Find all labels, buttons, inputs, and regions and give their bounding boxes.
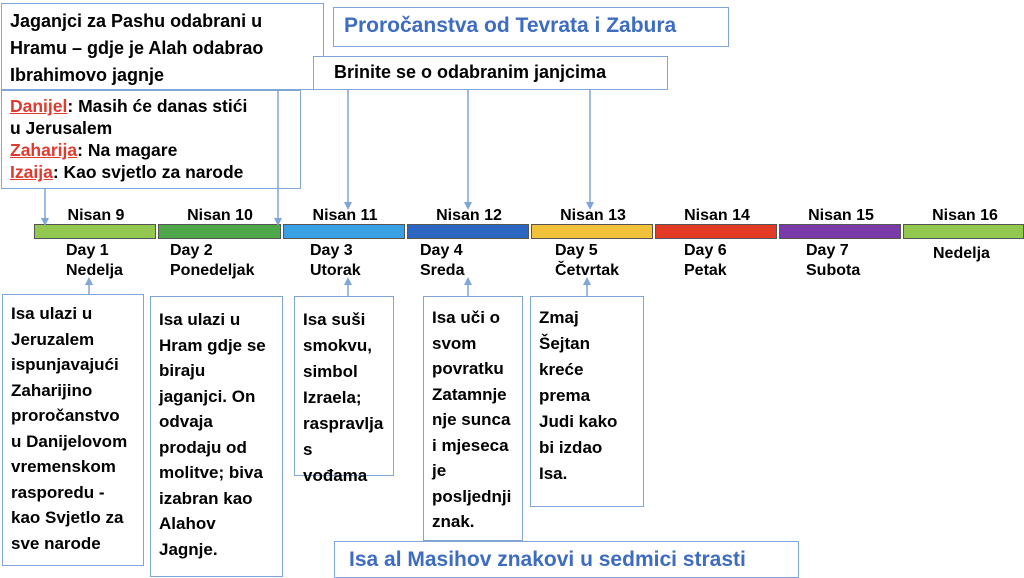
prophecy-text: Na magare — [82, 140, 178, 160]
passover-note-line: Hramu – gdje je Alah odabrao — [10, 38, 264, 58]
event-line: u Danijelovom — [11, 431, 128, 451]
passover-note-line: Ibrahimovo jagnje — [10, 65, 165, 85]
prophecy-daniel-cont: u Jerusalem — [10, 118, 113, 138]
event-line: rasporedu - — [11, 482, 105, 502]
event-line: Šejtan — [539, 334, 591, 353]
bottom-title: Isa al Masihov znakovi u sedmici strasti — [349, 548, 746, 571]
prophet-name: Danijel — [10, 96, 68, 116]
day-number: Day 1 — [66, 242, 109, 259]
event-line: Zaharijino — [11, 380, 93, 400]
event-line: Izraela; — [303, 388, 362, 407]
event-line: je — [432, 461, 447, 480]
event-line: Isa ulazi u — [11, 304, 93, 323]
event-line: Isa ulazi u — [159, 310, 241, 329]
event-line: proročanstvo — [11, 406, 120, 425]
event-line: znak. — [432, 512, 475, 531]
event-line: Alahov — [159, 514, 216, 533]
event-line: Isa suši — [303, 310, 366, 329]
weekday: Sreda — [420, 262, 465, 279]
nisan-label: Nisan 10 — [187, 207, 253, 224]
chosen-lambs-text: Brinite se o odabranim janjcima — [334, 62, 607, 82]
nisan-label: Nisan 12 — [436, 207, 502, 224]
weekday: Četvrtak — [555, 262, 620, 279]
event-line: sve narode — [11, 533, 101, 553]
event-line: kreće — [539, 360, 584, 379]
event-line: ispunjavajući — [11, 355, 119, 374]
weekday: Petak — [684, 262, 727, 279]
prophecy-sep: : — [77, 140, 83, 160]
nisan-label: Nisan 16 — [932, 207, 998, 224]
nisan-label: Nisan 15 — [808, 207, 874, 224]
nisan-label: Nisan 14 — [684, 207, 750, 224]
event-line: nje sunca — [432, 410, 511, 429]
event-line: Isa. — [539, 464, 568, 483]
day-number: Day 5 — [555, 242, 598, 259]
event-line: Isa uči o — [432, 308, 501, 327]
event-line: Jeruzalem — [11, 329, 95, 349]
event-line: Jagnje. — [159, 539, 218, 559]
event-line: odvaja — [159, 412, 213, 431]
event-line: kao Svjetlo za — [11, 508, 124, 527]
prophecy-text: Masih će danas stići — [73, 96, 248, 116]
prophecy-text: Kao svjetlo za narode — [58, 162, 244, 182]
prophecy-sep: : — [67, 96, 74, 116]
event-line: povratku — [432, 359, 504, 378]
event-line: jaganjci. On — [159, 386, 256, 406]
weekday: Nedelja — [66, 262, 123, 279]
event-line: Hram gdje se — [159, 335, 266, 355]
prophet-name: Zaharija — [10, 140, 78, 160]
event-line: biraju — [159, 361, 206, 380]
nisan-label: Nisan 13 — [560, 207, 626, 224]
event-line: simbol — [303, 362, 358, 381]
event-line: vremenskom — [11, 457, 116, 476]
event-line: prodaju od — [159, 437, 247, 457]
weekday: Utorak — [310, 262, 361, 279]
day-number: Day 3 — [310, 242, 353, 259]
event-line: molitve; biva — [159, 463, 263, 482]
event-line: Judi kako — [539, 412, 618, 431]
event-line: Zatamnje — [432, 384, 507, 404]
event-line: bi izdao — [539, 438, 603, 457]
passover-note-line: Jaganjci za Pashu odabrani u — [10, 11, 263, 31]
day-number: Day 6 — [684, 242, 727, 259]
event-line: raspravlja s — [303, 414, 384, 459]
weekday: Nedelja — [933, 245, 990, 262]
event-line: i mjeseca — [432, 435, 509, 455]
nisan-label: Nisan 9 — [67, 207, 125, 224]
event-line: prema — [539, 386, 591, 405]
weekday: Ponedeljak — [170, 262, 255, 279]
prophecy-sep: : — [52, 162, 59, 182]
page-title: Proročanstva od Tevrata i Zabura — [344, 14, 677, 37]
day-number: Day 2 — [170, 242, 213, 259]
event-line: posljednji — [432, 486, 512, 506]
prophet-name: Izaija — [10, 162, 53, 182]
nisan-label: Nisan 11 — [312, 207, 378, 224]
event-line: Zmaj — [539, 308, 579, 327]
event-line: svom — [432, 333, 477, 353]
event-line: izabran kao — [159, 488, 253, 508]
event-line: smokvu, — [303, 336, 372, 355]
event-line: vođama — [303, 466, 368, 485]
day-number: Day 7 — [806, 242, 849, 259]
day-number: Day 4 — [420, 242, 463, 259]
weekday: Subota — [806, 262, 861, 279]
